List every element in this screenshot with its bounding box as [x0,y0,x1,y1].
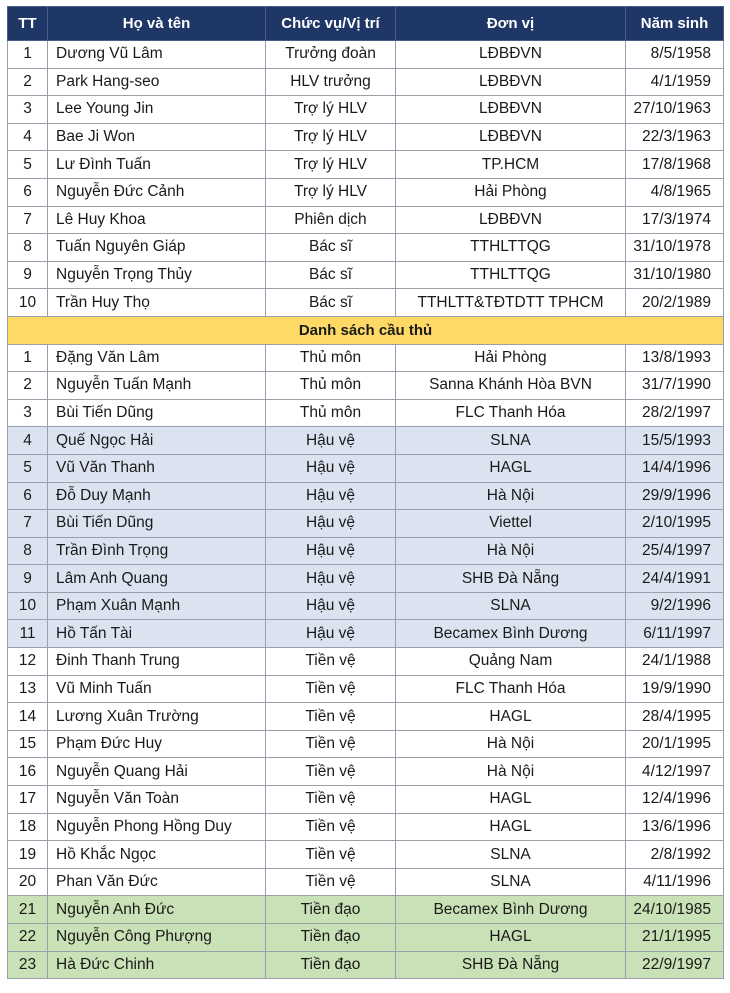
staff-row [8,206,724,234]
cell-unit: TTHLTT&TĐTDTT TPHCM [396,289,626,317]
cell-role: Bác sĩ [266,289,396,317]
cell-name: Lê Huy Khoa [48,206,266,234]
cell-tt: 9 [8,565,48,593]
cell-tt: 20 [8,868,48,896]
cell-unit: HAGL [396,924,626,952]
player-row [8,372,724,400]
player-row [8,620,724,648]
cell-year: 22/9/1997 [626,951,724,979]
player-row [8,758,724,786]
cell-role: Bác sĩ [266,234,396,262]
cell-name: Nguyễn Văn Toàn [48,786,266,814]
cell-tt: 21 [8,896,48,924]
roster-table [7,6,724,979]
cell-year: 8/5/1958 [626,41,724,69]
cell-role: Tiền đạo [266,896,396,924]
cell-name: Nguyễn Công Phượng [48,924,266,952]
cell-role: Hậu vệ [266,565,396,593]
cell-year: 20/2/1989 [626,289,724,317]
cell-name: Nguyễn Trọng Thủy [48,261,266,289]
cell-role: Hậu vệ [266,537,396,565]
player-row [8,454,724,482]
section-row [8,316,724,344]
cell-role: HLV trưởng [266,68,396,96]
cell-name: Nguyễn Anh Đức [48,896,266,924]
cell-role: Tiền vệ [266,786,396,814]
cell-role: Tiền vệ [266,675,396,703]
cell-unit: Hà Nội [396,758,626,786]
cell-tt: 19 [8,841,48,869]
cell-unit: HAGL [396,813,626,841]
cell-name: Đỗ Duy Mạnh [48,482,266,510]
cell-unit: LĐBĐVN [396,96,626,124]
cell-unit: SHB Đà Nẵng [396,951,626,979]
cell-tt: 1 [8,41,48,69]
cell-unit: FLC Thanh Hóa [396,675,626,703]
cell-unit: Hải Phòng [396,344,626,372]
cell-year: 13/6/1996 [626,813,724,841]
cell-tt: 9 [8,261,48,289]
cell-year: 31/10/1980 [626,261,724,289]
cell-unit: Becamex Bình Dương [396,620,626,648]
cell-year: 24/1/1988 [626,648,724,676]
cell-tt: 11 [8,620,48,648]
cell-name: Vũ Văn Thanh [48,454,266,482]
player-row [8,537,724,565]
cell-unit: LĐBĐVN [396,41,626,69]
cell-tt: 10 [8,289,48,317]
header-name: Họ và tên [48,7,266,41]
cell-year: 12/4/1996 [626,786,724,814]
cell-name: Bùi Tiến Dũng [48,399,266,427]
header-role: Chức vụ/Vị trí [266,7,396,41]
cell-year: 9/2/1996 [626,592,724,620]
cell-tt: 23 [8,951,48,979]
cell-unit: FLC Thanh Hóa [396,399,626,427]
cell-year: 28/4/1995 [626,703,724,731]
player-row [8,344,724,372]
staff-row [8,261,724,289]
cell-year: 2/10/1995 [626,510,724,538]
cell-year: 22/3/1963 [626,123,724,151]
cell-role: Hậu vệ [266,454,396,482]
cell-tt: 15 [8,730,48,758]
cell-unit: TTHLTTQG [396,234,626,262]
player-row [8,813,724,841]
cell-tt: 8 [8,234,48,262]
cell-role: Hậu vệ [266,427,396,455]
cell-unit: Hải Phòng [396,178,626,206]
cell-year: 29/9/1996 [626,482,724,510]
cell-tt: 18 [8,813,48,841]
cell-unit: HAGL [396,786,626,814]
cell-role: Tiền đạo [266,951,396,979]
cell-unit: Sanna Khánh Hòa BVN [396,372,626,400]
cell-tt: 13 [8,675,48,703]
cell-unit: TP.HCM [396,151,626,179]
cell-tt: 3 [8,399,48,427]
staff-row [8,151,724,179]
cell-tt: 12 [8,648,48,676]
cell-tt: 7 [8,206,48,234]
cell-tt: 2 [8,372,48,400]
cell-year: 21/1/1995 [626,924,724,952]
cell-unit: HAGL [396,454,626,482]
cell-tt: 4 [8,427,48,455]
header-year: Năm sinh [626,7,724,41]
cell-name: Lee Young Jin [48,96,266,124]
cell-role: Tiền vệ [266,648,396,676]
cell-name: Nguyễn Quang Hải [48,758,266,786]
cell-role: Tiền vệ [266,813,396,841]
cell-name: Nguyễn Tuấn Mạnh [48,372,266,400]
header-unit: Đơn vị [396,7,626,41]
cell-year: 4/8/1965 [626,178,724,206]
cell-role: Tiền vệ [266,703,396,731]
cell-tt: 5 [8,151,48,179]
cell-role: Phiên dịch [266,206,396,234]
cell-unit: SLNA [396,427,626,455]
cell-name: Hồ Khắc Ngọc [48,841,266,869]
roster-body [8,41,724,979]
cell-name: Hà Đức Chinh [48,951,266,979]
cell-year: 2/8/1992 [626,841,724,869]
cell-name: Trần Đình Trọng [48,537,266,565]
staff-row [8,178,724,206]
cell-year: 27/10/1963 [626,96,724,124]
cell-name: Nguyễn Đức Cảnh [48,178,266,206]
player-row [8,951,724,979]
cell-role: Tiền vệ [266,730,396,758]
cell-role: Bác sĩ [266,261,396,289]
cell-name: Nguyễn Phong Hồng Duy [48,813,266,841]
cell-name: Đinh Thanh Trung [48,648,266,676]
player-row [8,482,724,510]
player-row [8,786,724,814]
cell-tt: 8 [8,537,48,565]
cell-tt: 7 [8,510,48,538]
cell-role: Hậu vệ [266,510,396,538]
cell-unit: Quảng Nam [396,648,626,676]
staff-row [8,96,724,124]
section-title: Danh sách cầu thủ [8,316,724,344]
cell-year: 14/4/1996 [626,454,724,482]
cell-role: Hậu vệ [266,482,396,510]
cell-name: Phạm Xuân Mạnh [48,592,266,620]
player-row [8,896,724,924]
cell-year: 13/8/1993 [626,344,724,372]
staff-row [8,41,724,69]
cell-role: Trợ lý HLV [266,123,396,151]
cell-name: Đặng Văn Lâm [48,344,266,372]
cell-name: Phạm Đức Huy [48,730,266,758]
cell-role: Tiền vệ [266,841,396,869]
cell-unit: Hà Nội [396,537,626,565]
player-row [8,427,724,455]
cell-name: Park Hang-seo [48,68,266,96]
cell-year: 4/12/1997 [626,758,724,786]
cell-unit: Hà Nội [396,482,626,510]
staff-row [8,68,724,96]
cell-unit: LĐBĐVN [396,68,626,96]
staff-row [8,123,724,151]
cell-unit: SLNA [396,592,626,620]
cell-name: Phan Văn Đức [48,868,266,896]
cell-year: 17/8/1968 [626,151,724,179]
cell-tt: 5 [8,454,48,482]
cell-tt: 17 [8,786,48,814]
cell-tt: 3 [8,96,48,124]
cell-year: 24/4/1991 [626,565,724,593]
cell-role: Tiền vệ [266,868,396,896]
cell-unit: SLNA [396,868,626,896]
cell-unit: Viettel [396,510,626,538]
header-tt: TT [8,7,48,41]
cell-name: Lâm Anh Quang [48,565,266,593]
cell-role: Trưởng đoàn [266,41,396,69]
cell-year: 31/10/1978 [626,234,724,262]
staff-row [8,234,724,262]
cell-year: 4/11/1996 [626,868,724,896]
player-row [8,675,724,703]
cell-unit: LĐBĐVN [396,206,626,234]
cell-year: 4/1/1959 [626,68,724,96]
player-row [8,924,724,952]
cell-unit: HAGL [396,703,626,731]
cell-name: Lư Đình Tuấn [48,151,266,179]
cell-tt: 4 [8,123,48,151]
cell-tt: 10 [8,592,48,620]
cell-role: Hậu vệ [266,592,396,620]
cell-tt: 6 [8,178,48,206]
cell-year: 15/5/1993 [626,427,724,455]
header-row [8,7,724,41]
cell-year: 6/11/1997 [626,620,724,648]
cell-role: Hậu vệ [266,620,396,648]
cell-unit: TTHLTTQG [396,261,626,289]
cell-role: Tiền đạo [266,924,396,952]
cell-tt: 14 [8,703,48,731]
cell-name: Dương Vũ Lâm [48,41,266,69]
cell-role: Thủ môn [266,344,396,372]
cell-name: Bùi Tiến Dũng [48,510,266,538]
cell-unit: LĐBĐVN [396,123,626,151]
cell-name: Lương Xuân Trường [48,703,266,731]
player-row [8,730,724,758]
player-row [8,592,724,620]
cell-unit: Becamex Bình Dương [396,896,626,924]
player-row [8,399,724,427]
cell-unit: Hà Nội [396,730,626,758]
player-row [8,868,724,896]
cell-unit: SLNA [396,841,626,869]
cell-name: Bae Ji Won [48,123,266,151]
cell-role: Tiền vệ [266,758,396,786]
cell-year: 17/3/1974 [626,206,724,234]
cell-name: Hồ Tấn Tài [48,620,266,648]
player-row [8,648,724,676]
cell-tt: 2 [8,68,48,96]
cell-tt: 6 [8,482,48,510]
cell-role: Trợ lý HLV [266,151,396,179]
cell-tt: 1 [8,344,48,372]
cell-role: Trợ lý HLV [266,178,396,206]
cell-tt: 16 [8,758,48,786]
cell-role: Thủ môn [266,399,396,427]
cell-tt: 22 [8,924,48,952]
cell-year: 28/2/1997 [626,399,724,427]
cell-year: 20/1/1995 [626,730,724,758]
player-row [8,703,724,731]
player-row [8,565,724,593]
cell-year: 24/10/1985 [626,896,724,924]
cell-year: 25/4/1997 [626,537,724,565]
cell-name: Trần Huy Thọ [48,289,266,317]
cell-name: Vũ Minh Tuấn [48,675,266,703]
cell-unit: SHB Đà Nẵng [396,565,626,593]
cell-name: Quế Ngọc Hải [48,427,266,455]
cell-role: Trợ lý HLV [266,96,396,124]
cell-year: 31/7/1990 [626,372,724,400]
player-row [8,841,724,869]
cell-year: 19/9/1990 [626,675,724,703]
staff-row [8,289,724,317]
cell-role: Thủ môn [266,372,396,400]
player-row [8,510,724,538]
cell-name: Tuấn Nguyên Giáp [48,234,266,262]
